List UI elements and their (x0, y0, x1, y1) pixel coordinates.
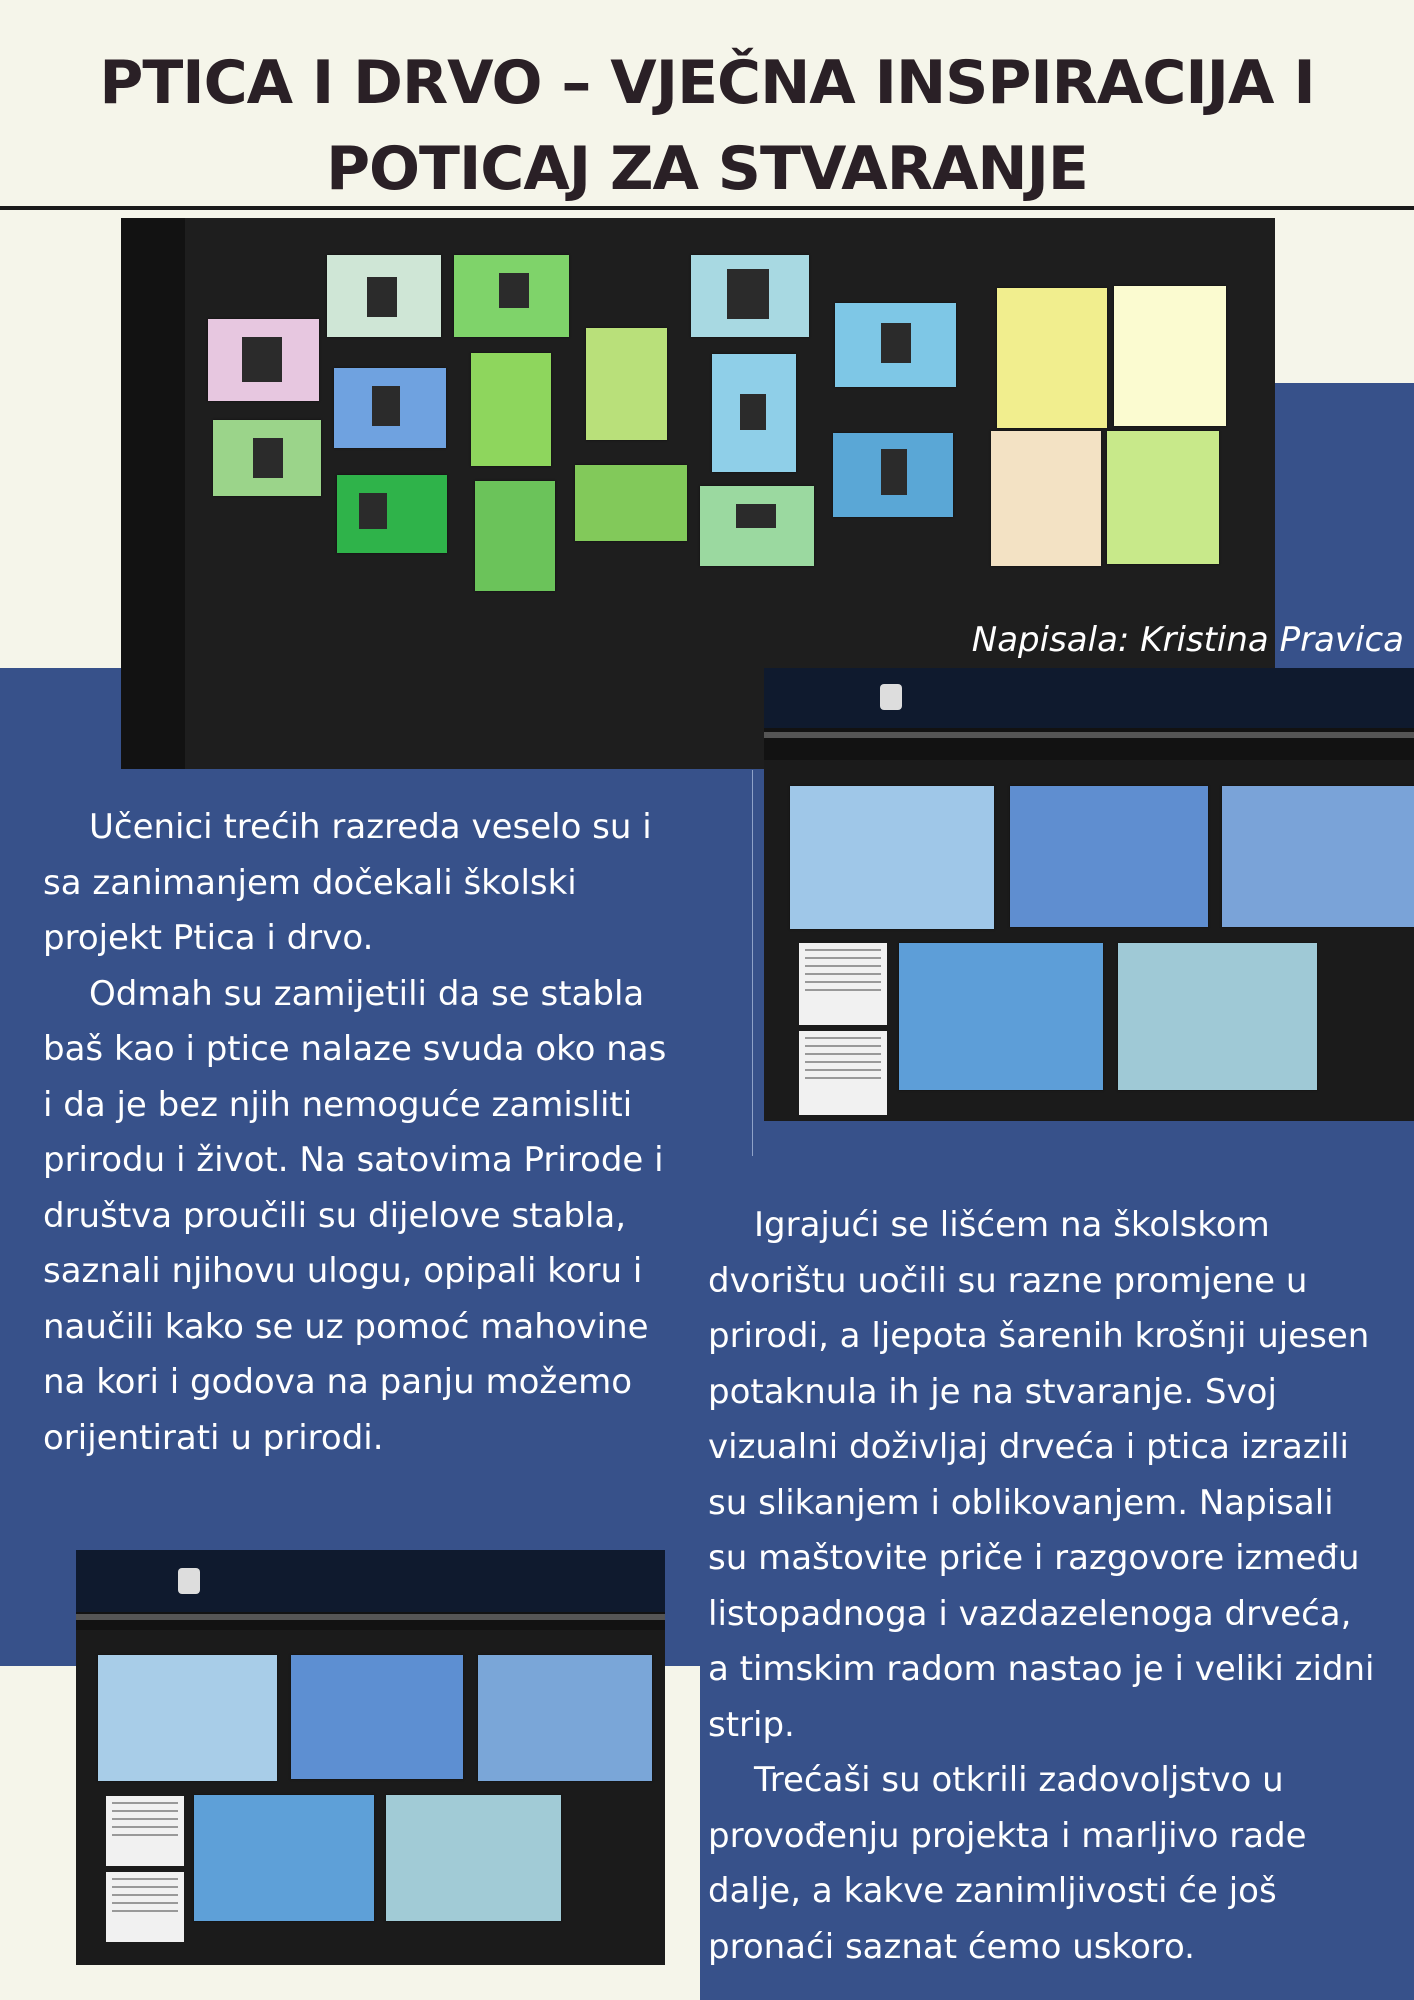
text-block-left (43, 800, 693, 1466)
text-line: vizualni doživljaj drveća i ptica izrazili (708, 1427, 1350, 1467)
title-line-2: POTICAJ ZA STVARANJE (326, 134, 1088, 204)
text-block-right (708, 1198, 1408, 1975)
text-line: naučili kako se uz pomoć mahovine (43, 1306, 649, 1347)
text-line: orijentirati u prirodi. (43, 1417, 384, 1458)
title-divider (0, 206, 1414, 210)
text-line: na kori i godova na panju možemo (43, 1362, 633, 1402)
photo-jellyfish-exhibit-right (764, 668, 1414, 1121)
page-title (0, 40, 1414, 212)
text-line: potaknula ih je na stvaranje. Svoj (708, 1371, 1277, 1412)
text-line: Igrajući se lišćem na školskom (754, 1205, 1270, 1245)
text-line: Trećaši su otkrili zadovoljstvo u (754, 1760, 1284, 1800)
text-line: Učenici trećih razreda veselo su i (89, 807, 652, 847)
photo-jellyfish-exhibit-bottom (76, 1550, 665, 1965)
author-credit: Napisala: Kristina Pravica (971, 620, 1404, 660)
text-line: sa zanimanjem dočekali školski (43, 862, 577, 903)
text-line: prirodi, a ljepota šarenih krošnji ujesen (708, 1316, 1370, 1356)
text-line: Odmah su zamijetili da se stabla (89, 973, 645, 1014)
text-line: a timskim radom nastao je i veliki zidni (708, 1649, 1375, 1689)
text-line: pronaći saznat ćemo uskoro. (708, 1926, 1195, 1967)
article-text-right (708, 1198, 1408, 1975)
text-line: su slikanjem i oblikovanjem. Napisali (708, 1482, 1334, 1523)
column-divider (752, 770, 753, 1156)
text-line: listopadnoga i vazdazelenoga drveća, (708, 1593, 1352, 1634)
title-line-1: PTICA I DRVO – VJEČNA INSPIRACIJA I (99, 48, 1315, 118)
text-line: saznali njihovu ulogu, opipali koru i (43, 1251, 643, 1291)
article-text-left (43, 800, 693, 1466)
text-line: društva proučili su dijelove stabla, (43, 1195, 627, 1236)
text-line: dvorištu uočili su razne promjene u (708, 1260, 1308, 1301)
text-line: strip. (708, 1704, 795, 1745)
text-line: dalje, a kakve zanimljivosti će još (708, 1871, 1277, 1911)
text-line: provođenju projekta i marljivo rade (708, 1815, 1307, 1856)
text-line: i da je bez njih nemoguće zamisliti (43, 1084, 633, 1125)
text-line: projekt Ptica i drvo. (43, 918, 374, 958)
text-line: prirodu i život. Na satovima Prirode i (43, 1140, 664, 1180)
text-line: baš kao i ptice nalaze svuda oko nas (43, 1029, 667, 1069)
text-line: su maštovite priče i razgovore između (708, 1538, 1360, 1578)
